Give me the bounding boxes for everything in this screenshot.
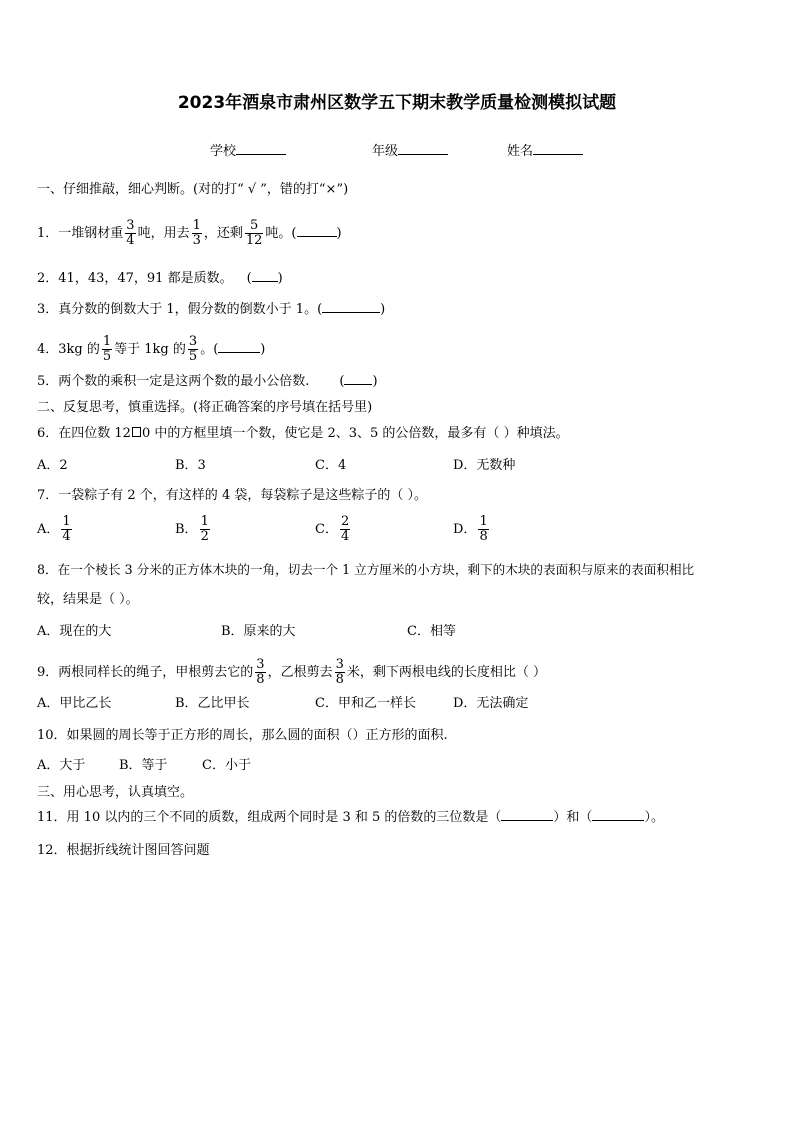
q8-option-b[interactable]: B．原来的大	[221, 624, 296, 639]
q2-text: 2．41，43，47，91 都是质数。	[37, 271, 233, 286]
question-8-line1: 8．在一个棱长 3 分米的正方体木块的一角，切去一个 1 立方厘米的小方块，剩下的木块的表面积与原来的表面积相比	[37, 562, 695, 577]
q1-text-post: 吨。(	[265, 226, 297, 241]
q6-option-d[interactable]: D．无数种	[453, 458, 516, 473]
q4-fraction-1: $\frac{1}{5}$	[102, 334, 112, 364]
q10-option-c[interactable]: C．小于	[202, 758, 251, 773]
grade-blank	[398, 142, 448, 155]
q4-text-mid: 等于 1kg 的	[114, 342, 186, 357]
q10-option-a[interactable]: A．大于	[37, 758, 86, 773]
section2-heading: 二、反复思考，慎重选择。(将正确答案的序号填在括号里)	[37, 400, 373, 415]
q9-option-d[interactable]: D．无法确定	[453, 696, 529, 711]
q1-fraction-3: $\frac{5}{12}$	[245, 218, 263, 248]
q8-option-c[interactable]: C．相等	[407, 624, 456, 639]
question-10: 10．如果圆的周长等于正方形的周长，那么圆的面积（）正方形的面积.	[37, 728, 448, 743]
q1-fraction-2: $\frac{1}{3}$	[192, 218, 201, 248]
grade-label: 年级	[372, 144, 399, 159]
q8-option-a[interactable]: A．现在的大	[37, 624, 112, 639]
school-blank	[236, 142, 286, 155]
q3-answer-blank[interactable]	[322, 300, 380, 313]
question-7: 7．一袋粽子有 2 个，有这样的 4 袋，每袋粽子是这些粽子的（ ）。	[37, 488, 427, 503]
name-field	[507, 140, 583, 159]
q2-answer-blank[interactable]	[252, 269, 278, 282]
q5-answer-blank[interactable]	[344, 372, 372, 385]
q9-text-mid: ，乙根剪去	[267, 665, 333, 680]
q9-option-a[interactable]: A．甲比乙长	[37, 696, 112, 711]
q9-text-post: 米，剩下两根电线的长度相比（ ）	[346, 665, 546, 680]
q7-option-c[interactable]: C． $\frac{2}{4}$	[315, 514, 350, 544]
question-3: 3．真分数的倒数大于 1，假分数的倒数小于 1。( )	[37, 302, 386, 317]
question-11	[37, 808, 664, 828]
q11-text-mid: ）和（	[553, 810, 593, 825]
question-5: 5．两个数的乘积一定是这两个数的最小公倍数. ( )	[37, 374, 378, 389]
q1-answer-blank[interactable]	[297, 224, 337, 237]
page-title: 2023年酒泉市肃州区数学五下期末教学质量检测模拟试题	[177, 93, 617, 113]
q3-text: 3．真分数的倒数大于 1，假分数的倒数小于 1。(	[37, 302, 323, 317]
q11-text-post: ）。	[644, 810, 664, 825]
section1-heading: 一、仔细推敲，细心判断。(对的打“ √ ”，错的打“×”)	[37, 182, 349, 197]
q4-answer-blank[interactable]	[218, 340, 260, 353]
q10-option-b[interactable]: B．等于	[119, 758, 168, 773]
q1-text-mid2: ，还剩	[203, 226, 243, 241]
school-field	[210, 140, 286, 159]
question-9	[37, 658, 546, 687]
question-12: 12．根据折线统计图回答问题	[37, 843, 210, 858]
q9-option-c[interactable]: C．甲和乙一样长	[315, 696, 416, 711]
q4-fraction-2: $\frac{3}{5}$	[188, 334, 198, 364]
question-6	[37, 424, 569, 444]
q4-text-pre: 4．3kg 的	[37, 342, 100, 357]
q7-option-a[interactable]: A． $\frac{1}{4}$	[37, 514, 71, 544]
q1-text-mid1: 吨，用去	[137, 226, 190, 241]
q9-text-pre: 9．两根同样长的绳子，甲根剪去它的	[37, 665, 254, 680]
q6-text-pre: 6．在四位数 12	[37, 426, 131, 441]
q4-text-post: 。(	[200, 342, 219, 357]
q5-text: 5．两个数的乘积一定是这两个数的最小公倍数.	[37, 374, 310, 389]
question-4: 4．3kg 的 $\frac{1}{5}$ 等于 1kg 的 $\frac{3}{5}$ 。( )	[37, 334, 266, 364]
q6-text-post: 0 中的方框里填一个数，使它是 2、3、5 的公倍数，最多有（ ）种填法。	[141, 426, 569, 441]
question-1: 1．一堆钢材重 $\frac{3}{4}$ 吨，用去 $\frac{1}{3}$ ，还剩 $\frac{5}{12}$ 吨。( )	[37, 218, 342, 248]
q9-fraction-2: $\frac{3}{8}$	[335, 657, 344, 687]
q7-option-d[interactable]: D． $\frac{1}{8}$	[453, 514, 488, 544]
question-2: 2．41，43，47，91 都是质数。 ( )	[37, 271, 283, 286]
name-label: 姓名	[507, 144, 534, 159]
name-blank	[533, 142, 583, 155]
q6-option-a[interactable]: A．2	[37, 458, 68, 473]
q6-option-c[interactable]: C．4	[315, 458, 347, 473]
section3-heading: 三、用心思考，认真填空。	[37, 785, 194, 800]
q1-text-pre: 1．一堆钢材重	[37, 226, 124, 241]
q9-fraction-1: $\frac{3}{8}$	[256, 657, 265, 687]
q9-option-b[interactable]: B．乙比甲长	[175, 696, 250, 711]
q11-answer-blank-2[interactable]	[592, 808, 644, 821]
q11-text-pre: 11．用 10 以内的三个不同的质数，组成两个同时是 3 和 5 的倍数的三位数是（	[37, 810, 502, 825]
grade-field	[372, 140, 448, 159]
q6-option-b[interactable]: B．3	[175, 458, 206, 473]
square-box-icon	[132, 427, 141, 437]
q7-option-b[interactable]: B． $\frac{1}{2}$	[175, 514, 209, 544]
school-label: 学校	[210, 144, 237, 159]
q1-fraction-1: $\frac{3}{4}$	[126, 218, 135, 248]
question-8-line2: 较，结果是（ ）。	[37, 592, 139, 607]
q11-answer-blank-1[interactable]	[501, 808, 553, 821]
